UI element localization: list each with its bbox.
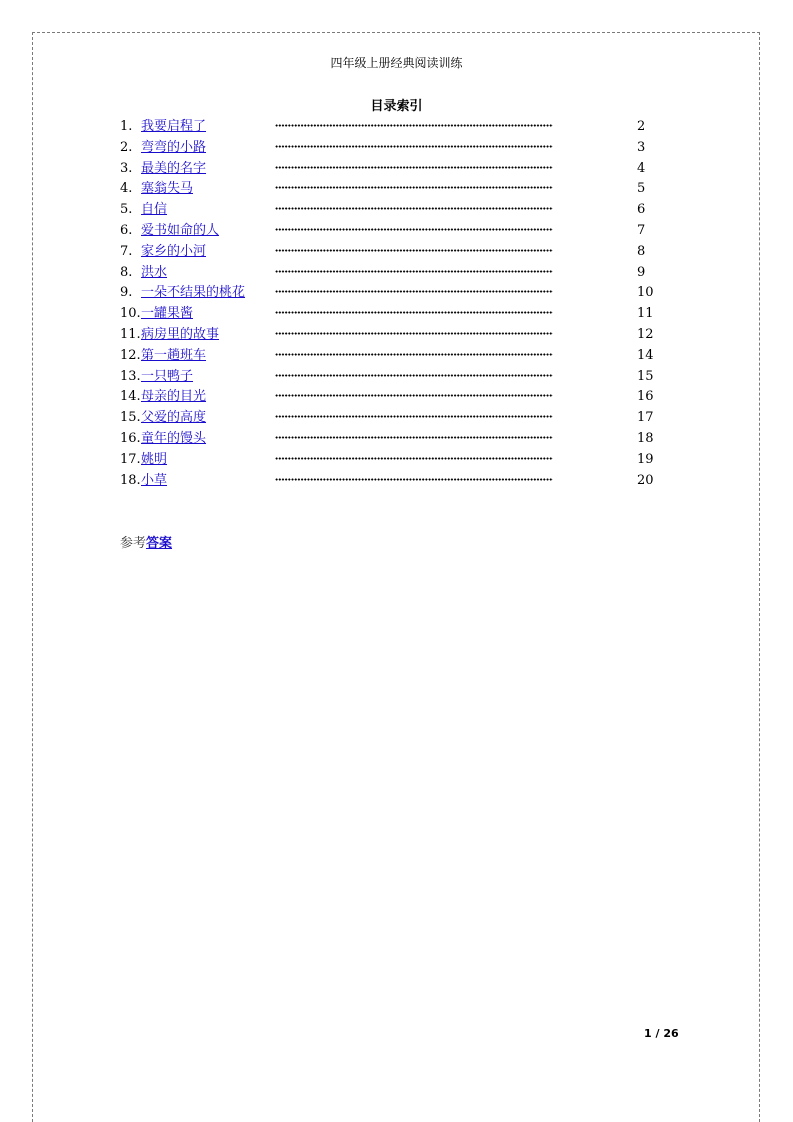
toc-item-link[interactable]: 童年的馒头: [141, 430, 207, 446]
toc-item-link[interactable]: 姚明: [141, 451, 168, 467]
toc-item-link[interactable]: 第一趟班车: [141, 347, 207, 363]
toc-item-link[interactable]: 爱书如命的人: [141, 222, 220, 238]
toc-leader-dots: [275, 457, 553, 460]
toc-leader-dots: [275, 311, 553, 314]
toc-leader-dots: [275, 228, 553, 231]
toc-item-link[interactable]: 一朵不结果的桃花: [141, 285, 246, 301]
toc-leader-dots: [275, 394, 553, 397]
toc-item-page: 4: [637, 160, 646, 176]
toc-item-number: 13.: [120, 368, 141, 384]
toc-row: [120, 159, 680, 180]
toc-leader-dots: [275, 353, 553, 356]
toc-item-page: 19: [637, 451, 654, 467]
toc-item-link[interactable]: 病房里的故事: [141, 326, 220, 342]
toc-leader-dots: [275, 124, 553, 127]
toc-item-number: 7.: [120, 243, 133, 259]
toc-leader-dots: [275, 332, 553, 335]
toc-row: [120, 200, 680, 221]
toc-row: [120, 304, 680, 325]
toc-item-number: 14.: [120, 389, 141, 405]
toc-item-link[interactable]: 弯弯的小路: [141, 139, 207, 155]
toc-item-number: 1.: [120, 119, 133, 134]
toc-item-link[interactable]: 洪水: [141, 264, 168, 280]
toc-item-page: 14: [637, 347, 654, 363]
toc-item-page: 6: [637, 202, 646, 218]
toc-leader-dots: [275, 249, 553, 252]
toc-item-link[interactable]: 一罐果酱: [141, 306, 194, 322]
page-header: 四年级上册经典阅读训练: [330, 56, 463, 70]
toc-item-number: 2.: [120, 139, 133, 155]
toc-leader-dots: [275, 415, 553, 418]
toc-leader-dots: [275, 374, 553, 377]
toc-row: [120, 138, 680, 159]
toc-item-page: 10: [637, 285, 654, 301]
toc-leader-dots: [275, 207, 553, 210]
answers-prefix: 参考: [120, 536, 147, 551]
toc-item-number: 9.: [120, 285, 133, 301]
toc-leader-dots: [275, 478, 553, 481]
toc-row: [120, 367, 680, 388]
toc-item-link[interactable]: 塞翁失马: [141, 181, 194, 197]
toc-item-link[interactable]: 一只鸭子: [141, 368, 194, 384]
toc-item-page: 9: [637, 264, 646, 280]
toc-item-number: 17.: [120, 451, 141, 467]
toc-item-page: 7: [637, 222, 646, 238]
toc-leader-dots: [275, 166, 553, 169]
toc-item-number: 11.: [120, 326, 141, 342]
toc-title: 目录索引: [370, 99, 423, 114]
toc-item-page: 18: [637, 430, 654, 446]
toc-row: [120, 283, 680, 304]
toc-row: [120, 429, 680, 450]
toc-leader-dots: [275, 436, 553, 439]
page-number: 1 / 26: [644, 1027, 679, 1040]
toc-item-page: 16: [637, 389, 654, 405]
toc-row: [120, 242, 680, 263]
toc-row: [120, 387, 680, 408]
toc-item-page: 3: [637, 139, 646, 155]
toc-leader-dots: [275, 290, 553, 293]
toc-row: [120, 179, 680, 200]
toc-item-number: 18.: [120, 472, 141, 488]
toc-item-number: 15.: [120, 410, 141, 426]
toc-leader-dots: [275, 270, 553, 273]
toc-item-number: 6.: [120, 222, 133, 238]
toc-row: [120, 117, 680, 138]
toc-item-number: 12.: [120, 347, 141, 363]
toc-item-page: 17: [637, 410, 654, 426]
table-of-contents: [120, 117, 680, 491]
toc-item-page: 5: [637, 181, 646, 197]
toc-item-page: 11: [637, 306, 654, 322]
toc-row: [120, 221, 680, 242]
toc-item-number: 16.: [120, 430, 141, 446]
reference-answers: [120, 534, 172, 554]
toc-item-page: 2: [637, 119, 646, 134]
toc-item-link[interactable]: 自信: [141, 202, 168, 218]
toc-item-number: 5.: [120, 202, 133, 218]
toc-row: [120, 325, 680, 346]
toc-item-link[interactable]: 小草: [141, 472, 168, 488]
toc-row: [120, 408, 680, 429]
toc-item-number: 10.: [120, 306, 141, 322]
toc-item-link[interactable]: 母亲的目光: [141, 389, 207, 405]
toc-row: [120, 450, 680, 471]
toc-item-page: 8: [637, 243, 646, 259]
toc-item-number: 4.: [120, 181, 133, 197]
answers-link[interactable]: 答案: [146, 536, 173, 551]
toc-item-number: 3.: [120, 160, 133, 176]
toc-item-link[interactable]: 最美的名字: [141, 160, 207, 176]
toc-row: [120, 346, 680, 367]
toc-row: [120, 471, 680, 492]
toc-item-page: 15: [637, 368, 654, 384]
toc-item-link[interactable]: 我要启程了: [141, 119, 207, 134]
toc-item-page: 12: [637, 326, 654, 342]
toc-row: [120, 263, 680, 284]
toc-leader-dots: [275, 186, 553, 189]
toc-item-page: 20: [637, 472, 654, 488]
toc-item-link[interactable]: 家乡的小河: [141, 243, 207, 259]
toc-leader-dots: [275, 145, 553, 148]
toc-item-number: 8.: [120, 264, 133, 280]
toc-item-link[interactable]: 父爱的高度: [141, 410, 207, 426]
